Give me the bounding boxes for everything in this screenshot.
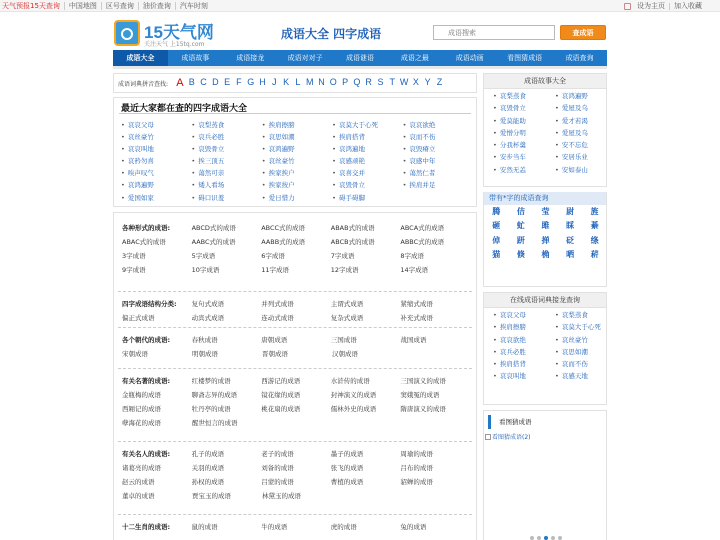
idiom-link[interactable]: • 哀思如潮 [262, 132, 332, 144]
char-link[interactable]: 睬 [566, 221, 575, 231]
char-link[interactable]: 旌 [590, 207, 599, 216]
category-link[interactable]: 动宾式成语 [191, 314, 225, 322]
category-section [122, 447, 470, 503]
category-label: 各个朝代的成语: [122, 336, 171, 344]
jielong-link[interactable]: • 哀梨蒸食 [555, 310, 617, 322]
char-link[interactable]: 虻 [516, 221, 525, 231]
category-link[interactable]: 窦娥冤的成语 [400, 391, 440, 399]
category-link[interactable]: 汉朝成语 [332, 350, 358, 358]
category-link[interactable]: 明朝成语 [192, 350, 218, 358]
idiom-link[interactable]: • 蔼然可亲 [191, 168, 261, 180]
picture-title: 看图猜成语 [488, 415, 606, 429]
char-link[interactable]: 砸 [492, 221, 501, 231]
section-divider [118, 441, 472, 442]
category-link[interactable]: 周瑜的成语 [400, 450, 433, 458]
story-link[interactable]: • 爱憎分明 [493, 128, 555, 140]
top-link[interactable]: 汽车时刻 [175, 2, 212, 10]
top-link[interactable]: 油价查询 [138, 2, 175, 10]
category-panel [113, 212, 477, 540]
letter-link[interactable]: K [283, 77, 290, 87]
idiom-link[interactable]: • 挨家按户 [262, 180, 332, 192]
category-link[interactable]: ABCA式的成语 [400, 224, 445, 232]
category-label: 四字成语结构分类: [122, 300, 177, 308]
char-link[interactable]: 倬 [492, 235, 501, 245]
story-link[interactable]: • 哀毁骨立 [493, 103, 555, 115]
letter-link[interactable]: L [295, 77, 301, 87]
jielong-link[interactable]: • 挨肩擦膀 [493, 322, 555, 334]
letter-link[interactable]: G [247, 77, 255, 87]
story-link[interactable]: • 安步当车 [493, 152, 555, 164]
idiom-link[interactable]: • 挨肩并足 [403, 180, 473, 192]
nav-item[interactable]: 成语大全 [113, 50, 168, 66]
char-link[interactable]: 哂 [566, 250, 575, 260]
search-bar [433, 25, 608, 41]
carousel-dot[interactable] [530, 536, 534, 540]
category-link[interactable]: 3字成语 [122, 252, 146, 260]
alphabet-label: 成语词典拼音查找: [118, 80, 169, 88]
category-link[interactable]: 10字成语 [191, 266, 220, 274]
nav-item[interactable]: 成语接龙 [236, 54, 265, 62]
category-link[interactable]: 墨子的成语 [330, 450, 364, 458]
idiom-link[interactable]: • 唉声叹气 [121, 168, 191, 180]
story-link[interactable]: • 哀鸿遍野 [555, 91, 617, 103]
jielong-link[interactable]: • 挨肩搭背 [493, 359, 555, 371]
char-link[interactable]: 菥 [590, 250, 599, 260]
char-link[interactable]: 倏 [516, 250, 525, 260]
idiom-link[interactable]: • 哀毁骨立 [191, 144, 261, 156]
home-icon [624, 3, 631, 10]
jielong-link[interactable]: • 哀哀叫地 [493, 371, 555, 383]
letter-link[interactable]: S [377, 77, 384, 87]
letter-link[interactable]: M [305, 77, 314, 87]
letter-link[interactable]: P [342, 77, 349, 87]
category-link[interactable]: ABCB式的成语 [330, 238, 375, 246]
letter-link[interactable]: H [259, 77, 266, 87]
idiom-link[interactable]: • 哀鸿遍野 [262, 144, 332, 156]
letter-link[interactable]: D [212, 77, 219, 87]
idiom-link[interactable]: • 哀毁瘠立 [403, 144, 473, 156]
letter-link[interactable]: N [318, 77, 325, 87]
category-link[interactable]: AABB式的成语 [261, 238, 306, 246]
top-links [2, 2, 212, 10]
category-section [122, 333, 470, 361]
top-bar [0, 0, 720, 12]
category-link[interactable]: 貂蝉的成语 [400, 478, 433, 486]
jielong-link[interactable]: • 哀兵必胜 [493, 347, 555, 359]
category-link[interactable]: 赵云的成语 [122, 478, 155, 486]
picture-image[interactable] [485, 432, 606, 441]
category-label: 有关名人的成语: [122, 450, 171, 458]
idiom-link[interactable]: • 哀矜勿喜 [121, 156, 191, 168]
chars-box [483, 192, 607, 287]
top-link[interactable]: 中国地图 [64, 2, 101, 10]
category-link[interactable]: 12字成语 [330, 266, 359, 274]
letter-link[interactable]: Q [353, 77, 361, 87]
story-link[interactable]: • 安不忘危 [555, 140, 617, 152]
category-link[interactable]: 复杂式成语 [330, 314, 364, 322]
category-link[interactable]: 西游记的成语 [261, 377, 301, 385]
category-link[interactable]: 张飞的成语 [330, 464, 364, 472]
carousel-dot[interactable] [551, 536, 555, 540]
category-link[interactable]: 8字成语 [400, 252, 425, 260]
section-divider [118, 514, 472, 515]
letter-link[interactable]: W [399, 77, 409, 87]
idiom-link[interactable]: • 哀哀欲绝 [403, 120, 473, 132]
category-link[interactable]: 醒世恒言的成语 [192, 419, 238, 427]
set-homepage-link[interactable]: 设为主页 [637, 2, 665, 10]
letter-link[interactable]: E [224, 77, 231, 87]
top-right-links [624, 2, 706, 10]
char-link[interactable]: 绦 [590, 235, 599, 245]
category-label: 有关名著的成语: [122, 377, 171, 385]
category-link[interactable]: 老子的成语 [261, 450, 294, 458]
picture-box [483, 410, 607, 540]
category-link[interactable]: 连动式成语 [261, 314, 294, 322]
idiom-link[interactable]: • 哀哀叫地 [121, 144, 191, 156]
char-link[interactable]: 趼 [516, 235, 525, 245]
chars-list [484, 205, 606, 265]
letter-link[interactable]: X [412, 77, 419, 87]
letter-link[interactable]: F [236, 77, 242, 87]
idiom-link[interactable]: • 哀丝豪竹 [121, 132, 191, 144]
char-link[interactable]: 腾 [492, 207, 501, 216]
alphabet-index [113, 73, 477, 93]
idiom-link[interactable]: • 哀哀父母 [121, 120, 191, 132]
jielong-link[interactable]: • 哀莫大于心死 [555, 322, 617, 334]
idiom-link[interactable]: • 挨三顶五 [191, 156, 261, 168]
letter-link[interactable]: R [365, 77, 372, 87]
category-section [122, 374, 470, 430]
jielong-box [483, 292, 607, 405]
category-link[interactable]: 隋唐演义的成语 [400, 405, 446, 413]
letter-link[interactable]: O [329, 77, 337, 87]
category-link[interactable]: 14字成语 [400, 266, 429, 274]
category-link[interactable]: 孙权的成语 [191, 478, 225, 486]
story-link[interactable]: • 爱屋及乌 [555, 103, 617, 115]
story-link[interactable]: • 哀梨蒸食 [493, 91, 555, 103]
chars-title: 带有*字的成语查询 [484, 192, 606, 205]
search-button[interactable]: 查成语 [560, 25, 606, 40]
category-section [122, 520, 470, 534]
logo-mark-icon [114, 20, 140, 46]
category-label: 各种形式的成语: [122, 224, 171, 232]
story-link[interactable]: • 分我杯羹 [493, 140, 555, 152]
idiom-link[interactable]: • 矮人看场 [191, 180, 261, 192]
idiom-link[interactable]: • 爱国如家 [121, 193, 191, 205]
category-link[interactable]: 虎的成语 [330, 523, 357, 531]
category-link[interactable]: 宋朝成语 [122, 350, 148, 358]
category-link[interactable]: 孽海花的成语 [122, 419, 161, 427]
stories-box [483, 73, 607, 187]
section-divider [118, 291, 472, 292]
nav-divider [113, 66, 607, 69]
main-nav [113, 50, 607, 66]
category-link[interactable]: 晋朝成语 [262, 350, 288, 358]
category-link[interactable]: 曹植的成语 [330, 478, 364, 486]
category-link[interactable]: 金瓶梅的成语 [122, 391, 161, 399]
idiom-link[interactable]: • 哀莫大于心死 [332, 120, 402, 132]
idiom-link[interactable]: • 碍口识羞 [191, 193, 261, 205]
nav-item[interactable]: 成语谜语 [346, 54, 374, 62]
popular-idioms-panel [113, 97, 477, 207]
logo-tagline: 关注天气 上15tq.com [144, 41, 205, 48]
stories-title: 成语故事大全 [484, 74, 606, 89]
category-link[interactable]: 林黛玉的成语 [262, 492, 301, 500]
nav-item[interactable]: 成语对对子 [287, 54, 323, 62]
idiom-link[interactable]: • 哀鸿遍地 [332, 144, 402, 156]
char-link[interactable]: 莹 [541, 207, 550, 216]
section-divider [118, 327, 472, 328]
idiom-link[interactable]: • 挨肩擦膀 [262, 120, 332, 132]
category-link[interactable]: 封神演义的成语 [330, 391, 377, 399]
idiom-link[interactable]: • 哀感中年 [403, 156, 473, 168]
category-link[interactable]: 贾宝玉的成语 [192, 492, 231, 500]
idiom-link[interactable]: • 哀喜交并 [332, 168, 402, 180]
char-link[interactable]: 佶 [516, 207, 525, 216]
category-link[interactable]: 水浒传的成语 [330, 377, 370, 385]
section-divider [118, 368, 472, 369]
letter-link[interactable]: B [188, 77, 195, 87]
category-link[interactable]: 聊斋志异的成语 [191, 391, 238, 399]
idiom-link[interactable]: • 爱日惜力 [262, 193, 332, 205]
jielong-link[interactable]: • 哀哀欲绝 [493, 335, 555, 347]
broken-image-icon [485, 434, 491, 440]
nav-item[interactable]: 成语动画 [455, 54, 484, 62]
category-link[interactable]: ABBC式的成语 [400, 238, 445, 246]
category-link[interactable]: 补充式成语 [400, 314, 433, 322]
carousel-dot[interactable] [558, 536, 562, 540]
char-link[interactable]: 掸 [541, 235, 550, 245]
category-link[interactable]: 孔子的成语 [191, 450, 225, 458]
letter-link[interactable]: Z [436, 77, 443, 87]
category-link[interactable]: 5字成语 [191, 252, 216, 260]
story-link[interactable]: • 爱屋及乌 [555, 128, 617, 140]
search-input[interactable] [433, 25, 555, 40]
category-link[interactable]: 紧缩式成语 [400, 300, 433, 308]
category-link[interactable]: 并列式成语 [261, 300, 294, 308]
popular-list [121, 120, 473, 205]
jielong-link[interactable]: • 哀思如潮 [555, 347, 617, 359]
idiom-link[interactable]: • 哀毁骨立 [332, 180, 402, 192]
category-label: 十二生肖的成语: [122, 523, 171, 531]
category-section [122, 297, 470, 325]
story-link[interactable]: • 安居乐业 [555, 152, 617, 164]
category-link[interactable]: 儒林外史的成语 [330, 405, 377, 413]
category-link[interactable]: ABAC式的成语 [122, 238, 166, 246]
category-link[interactable]: ABAB式的成语 [330, 224, 375, 232]
jielong-link[interactable]: • 哀感天地 [555, 371, 617, 383]
picture-alt: 看图猜成语(2) [492, 434, 531, 441]
idiom-link[interactable]: • 挨肩搭背 [332, 132, 402, 144]
category-link[interactable]: 西厢记的成语 [122, 405, 161, 413]
category-link[interactable]: 兔的成语 [400, 523, 427, 531]
idiom-link[interactable]: • 哀感顽艳 [332, 156, 402, 168]
idiom-link[interactable]: • 蔼然仁者 [403, 168, 473, 180]
idiom-link[interactable]: • 哀兵必胜 [191, 132, 261, 144]
category-link[interactable]: 三国演义的成语 [400, 377, 446, 385]
category-link[interactable]: 战国成语 [400, 336, 427, 344]
add-favorite-link[interactable]: 加入收藏 [674, 2, 702, 10]
top-link[interactable]: 天气预报15天查询 [2, 2, 60, 10]
story-link[interactable]: • 爱才若渴 [555, 116, 617, 128]
char-link[interactable]: 砭 [566, 235, 575, 245]
category-link[interactable]: 唐朝成语 [261, 336, 288, 344]
category-link[interactable]: 偏正式成语 [122, 314, 155, 322]
letter-link[interactable]: C [200, 77, 207, 87]
category-link[interactable]: 关羽的成语 [191, 464, 225, 472]
category-link[interactable]: 主谓式成语 [330, 300, 364, 308]
char-link[interactable]: 雎 [541, 221, 550, 231]
category-link[interactable]: 红楼梦的成语 [191, 377, 231, 385]
story-link[interactable]: • 安如泰山 [555, 165, 617, 177]
idiom-link[interactable]: • 哀鸿遍野 [121, 180, 191, 192]
carousel-dot[interactable] [544, 536, 548, 540]
jielong-link[interactable]: • 哀哀父母 [493, 310, 555, 322]
category-link[interactable]: 春秋成语 [191, 336, 218, 344]
idiom-link[interactable]: • 哀丝豪竹 [262, 156, 332, 168]
category-link[interactable]: AABC式的成语 [191, 238, 236, 246]
category-link[interactable]: ABCC式的成语 [261, 224, 306, 232]
idiom-link[interactable]: • 哀而不伤 [403, 132, 473, 144]
letter-link[interactable]: Y [424, 77, 431, 87]
idiom-link[interactable]: • 碍手碍脚 [332, 193, 402, 205]
category-link[interactable]: 刘备的成语 [261, 464, 294, 472]
story-link[interactable]: • 爱莫能助 [493, 116, 555, 128]
jielong-list [484, 308, 606, 386]
category-link[interactable]: 吕布的成语 [400, 464, 433, 472]
popular-title: 最近大家都在查的四字成语大全 [121, 104, 248, 114]
category-link[interactable]: 吕蒙的成语 [261, 478, 294, 486]
category-link[interactable]: 11字成语 [261, 266, 289, 274]
category-link[interactable]: 6字成语 [261, 252, 285, 260]
carousel-dots [484, 536, 608, 540]
char-link[interactable]: 猫 [492, 250, 501, 260]
category-link[interactable]: ABCD式的成语 [191, 224, 236, 232]
char-link[interactable]: 尉 [566, 207, 575, 216]
carousel-dot[interactable] [537, 536, 541, 540]
nav-item[interactable]: 成语之最 [400, 54, 429, 62]
category-link[interactable]: 9字成语 [122, 266, 146, 274]
logo-name: 15天气网 [144, 23, 214, 42]
jielong-link[interactable]: • 哀丝豪竹 [555, 335, 617, 347]
page-title: 成语大全 四字成语 [281, 27, 382, 41]
category-link[interactable]: 牡丹亭的成语 [191, 405, 231, 413]
category-link[interactable]: 三国成语 [330, 336, 357, 344]
jielong-title: 在线成语词典接龙查询 [484, 293, 606, 308]
category-link[interactable]: 桃花扇的成语 [261, 405, 301, 413]
char-link[interactable]: 桷 [541, 250, 550, 260]
category-link[interactable]: 镜花缘的成语 [261, 391, 301, 399]
category-link[interactable]: 牛的成语 [261, 523, 288, 531]
category-link[interactable]: 诸葛亮的成语 [122, 464, 161, 472]
idiom-link[interactable]: • 哀梨蒸食 [191, 120, 261, 132]
letter-link[interactable]: A [176, 77, 184, 89]
letter-link[interactable]: T [389, 77, 396, 87]
story-link[interactable]: • 安然无恙 [493, 165, 555, 177]
nav-item[interactable]: 成语故事 [181, 54, 210, 62]
category-link[interactable]: 鼠的成语 [191, 523, 218, 531]
char-link[interactable]: 綦 [590, 221, 599, 231]
category-section [122, 221, 470, 277]
top-link[interactable]: 区号查询 [101, 2, 138, 10]
site-logo[interactable] [114, 18, 220, 48]
category-link[interactable]: 7字成语 [330, 252, 355, 260]
jielong-link[interactable]: • 哀而不伤 [555, 359, 617, 371]
category-link[interactable]: 复句式成语 [191, 300, 225, 308]
stories-list [484, 89, 606, 179]
idiom-link[interactable]: • 挨家挨户 [262, 168, 332, 180]
nav-item[interactable]: 看图猜成语 [507, 54, 543, 62]
category-link[interactable]: 董卓的成语 [122, 492, 155, 500]
nav-item[interactable]: 成语查询 [565, 54, 594, 62]
letter-link[interactable]: J [272, 77, 277, 87]
